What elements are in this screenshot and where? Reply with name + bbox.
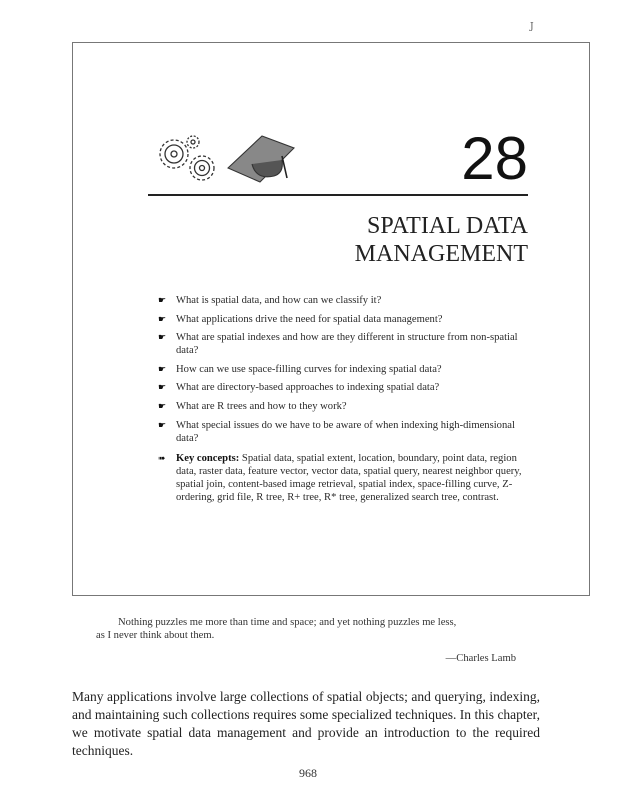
question-text: What applications drive the need for spatial data management? [176, 313, 443, 325]
question-item [158, 294, 530, 307]
chapter-title-line: MANAGEMENT [354, 241, 528, 267]
question-item [158, 400, 530, 413]
chapter-questions [158, 294, 530, 504]
intro-paragraph: Many applications involve large collections of spatial objects; and querying, indexing, and maintaining such collections requires some specialized techniques. In this chapter, we motivate spatial data management and provide an introduction to the required techniques. [72, 689, 540, 758]
question-text: What are spatial indexes and how are they different in structure from non-spatial data? [176, 332, 518, 357]
epigraph-attribution: —Charles Lamb [445, 653, 516, 664]
chapter-title-line: SPATIAL DATA [367, 213, 528, 239]
question-item [158, 363, 530, 376]
corner-mark: J [530, 22, 534, 32]
question-item [158, 313, 530, 326]
chapter-title [250, 212, 528, 268]
question-text: What are R trees and how to they work? [176, 400, 347, 412]
key-concepts-text: Spatial data, spatial extent, location, boundary, point data, region data, raster data, feature vector, vector data, spatial query, nearest neighbor query, spatial join, content-based image retrieval, spatial index, space-filling curve, Z-ordering, grid file, R tree, R+ tree, R* tree, generalized search tree, contrast. [176, 452, 522, 503]
question-text: What special issues do we have to be aware of when indexing high-dimensional data? [176, 419, 515, 444]
pointing-hand-icon: ☛ [158, 332, 167, 343]
question-item [158, 381, 530, 394]
question-item [158, 419, 530, 445]
key-concepts-item [158, 452, 530, 504]
chapter-rule [148, 194, 528, 196]
key-concepts-label: Key concepts: [176, 452, 240, 464]
question-text: What is spatial data, and how can we classify it? [176, 295, 382, 306]
pointing-hand-icon: ☛ [158, 400, 167, 411]
epigraph-line: Nothing puzzles me more than time and space; and yet nothing puzzles me less, [118, 617, 457, 628]
pointing-hand-icon: ☛ [158, 295, 167, 305]
pointing-hand-icon: ☛ [158, 382, 167, 393]
pointing-hand-icon: ☛ [158, 363, 167, 374]
gears-and-graduation-cap-icon [148, 128, 296, 188]
pointing-hand-icon: ☛ [158, 419, 167, 430]
epigraph [96, 616, 518, 642]
question-item [158, 331, 530, 357]
chapter-number: 28 [461, 125, 528, 192]
page-number: 968 [299, 766, 317, 780]
epigraph-line: as I never think about them. [96, 630, 215, 641]
pointing-hand-icon: ☛ [158, 313, 167, 324]
question-text: How can we use space-filling curves for indexing spatial data? [176, 363, 442, 375]
double-arrow-icon: ➠ [158, 452, 166, 463]
question-text: What are directory-based approaches to indexing spatial data? [176, 382, 440, 394]
